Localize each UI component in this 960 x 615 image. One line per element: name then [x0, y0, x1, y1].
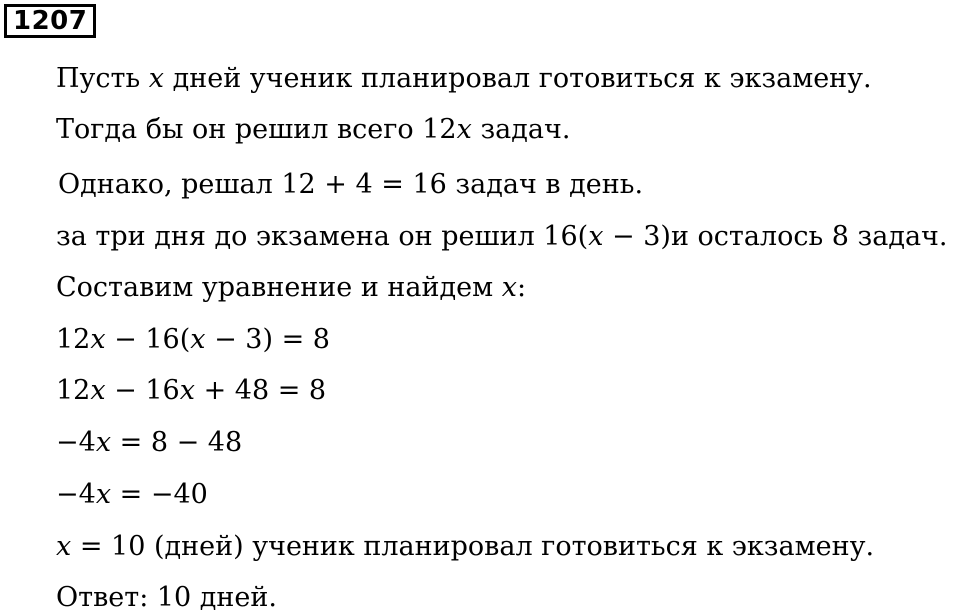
text-segment: за три дня до экзамена он решил 16( [56, 221, 589, 252]
variable-x: x [190, 324, 206, 355]
solution-line-3 [58, 168, 643, 202]
math-segment: − 16 [105, 375, 180, 406]
text-segment: дней ученик планировал готовиться к экзамену. [164, 63, 872, 94]
variable-x: x [456, 114, 472, 145]
solution-line-1 [56, 62, 872, 96]
variable-x: x [501, 272, 517, 303]
variable-x: x [90, 324, 106, 355]
equation-line-3 [56, 426, 242, 460]
text-segment: = 10 (дней) ученик планировал готовиться к экзамену. [71, 531, 875, 562]
text-segment: : [516, 272, 527, 303]
equation-line-4 [56, 478, 208, 512]
variable-x: x [95, 479, 112, 510]
variable-x: x [56, 531, 72, 562]
math-segment: −4 [56, 427, 96, 458]
math-segment: − 16( [105, 324, 191, 355]
variable-x: x [179, 375, 195, 406]
equation-line-2 [56, 374, 326, 408]
variable-x: x [148, 63, 165, 94]
equation-line-1 [56, 323, 330, 357]
text-segment: задач. [471, 114, 571, 145]
text-segment: Тогда бы он решил всего 12 [56, 114, 457, 145]
solution-line-2 [56, 113, 570, 147]
variable-x: x [90, 375, 106, 406]
math-segment: + 48 = 8 [194, 375, 327, 406]
text-segment: − 3)и осталось 8 задач. [603, 221, 948, 252]
math-segment: 12 [56, 375, 91, 406]
math-segment: = −40 [111, 479, 208, 510]
math-segment: = 8 − 48 [111, 427, 243, 458]
text-segment: Составим уравнение и найдем [56, 272, 502, 303]
solution-line-4 [56, 220, 947, 254]
answer-text: Ответ: 10 дней. [56, 582, 277, 613]
math-segment: 12 [56, 324, 91, 355]
problem-number: 1207 [4, 4, 96, 38]
variable-x: x [588, 221, 604, 252]
answer-line [56, 581, 277, 615]
text-segment: Пусть [56, 63, 149, 94]
math-segment: − 3) = 8 [205, 324, 330, 355]
text-segment: Однако, решал 12 + 4 = 16 задач в день. [58, 169, 644, 200]
math-segment: −4 [56, 479, 96, 510]
solution-line-5 [56, 271, 526, 305]
equation-line-5 [56, 530, 874, 564]
variable-x: x [95, 427, 112, 458]
